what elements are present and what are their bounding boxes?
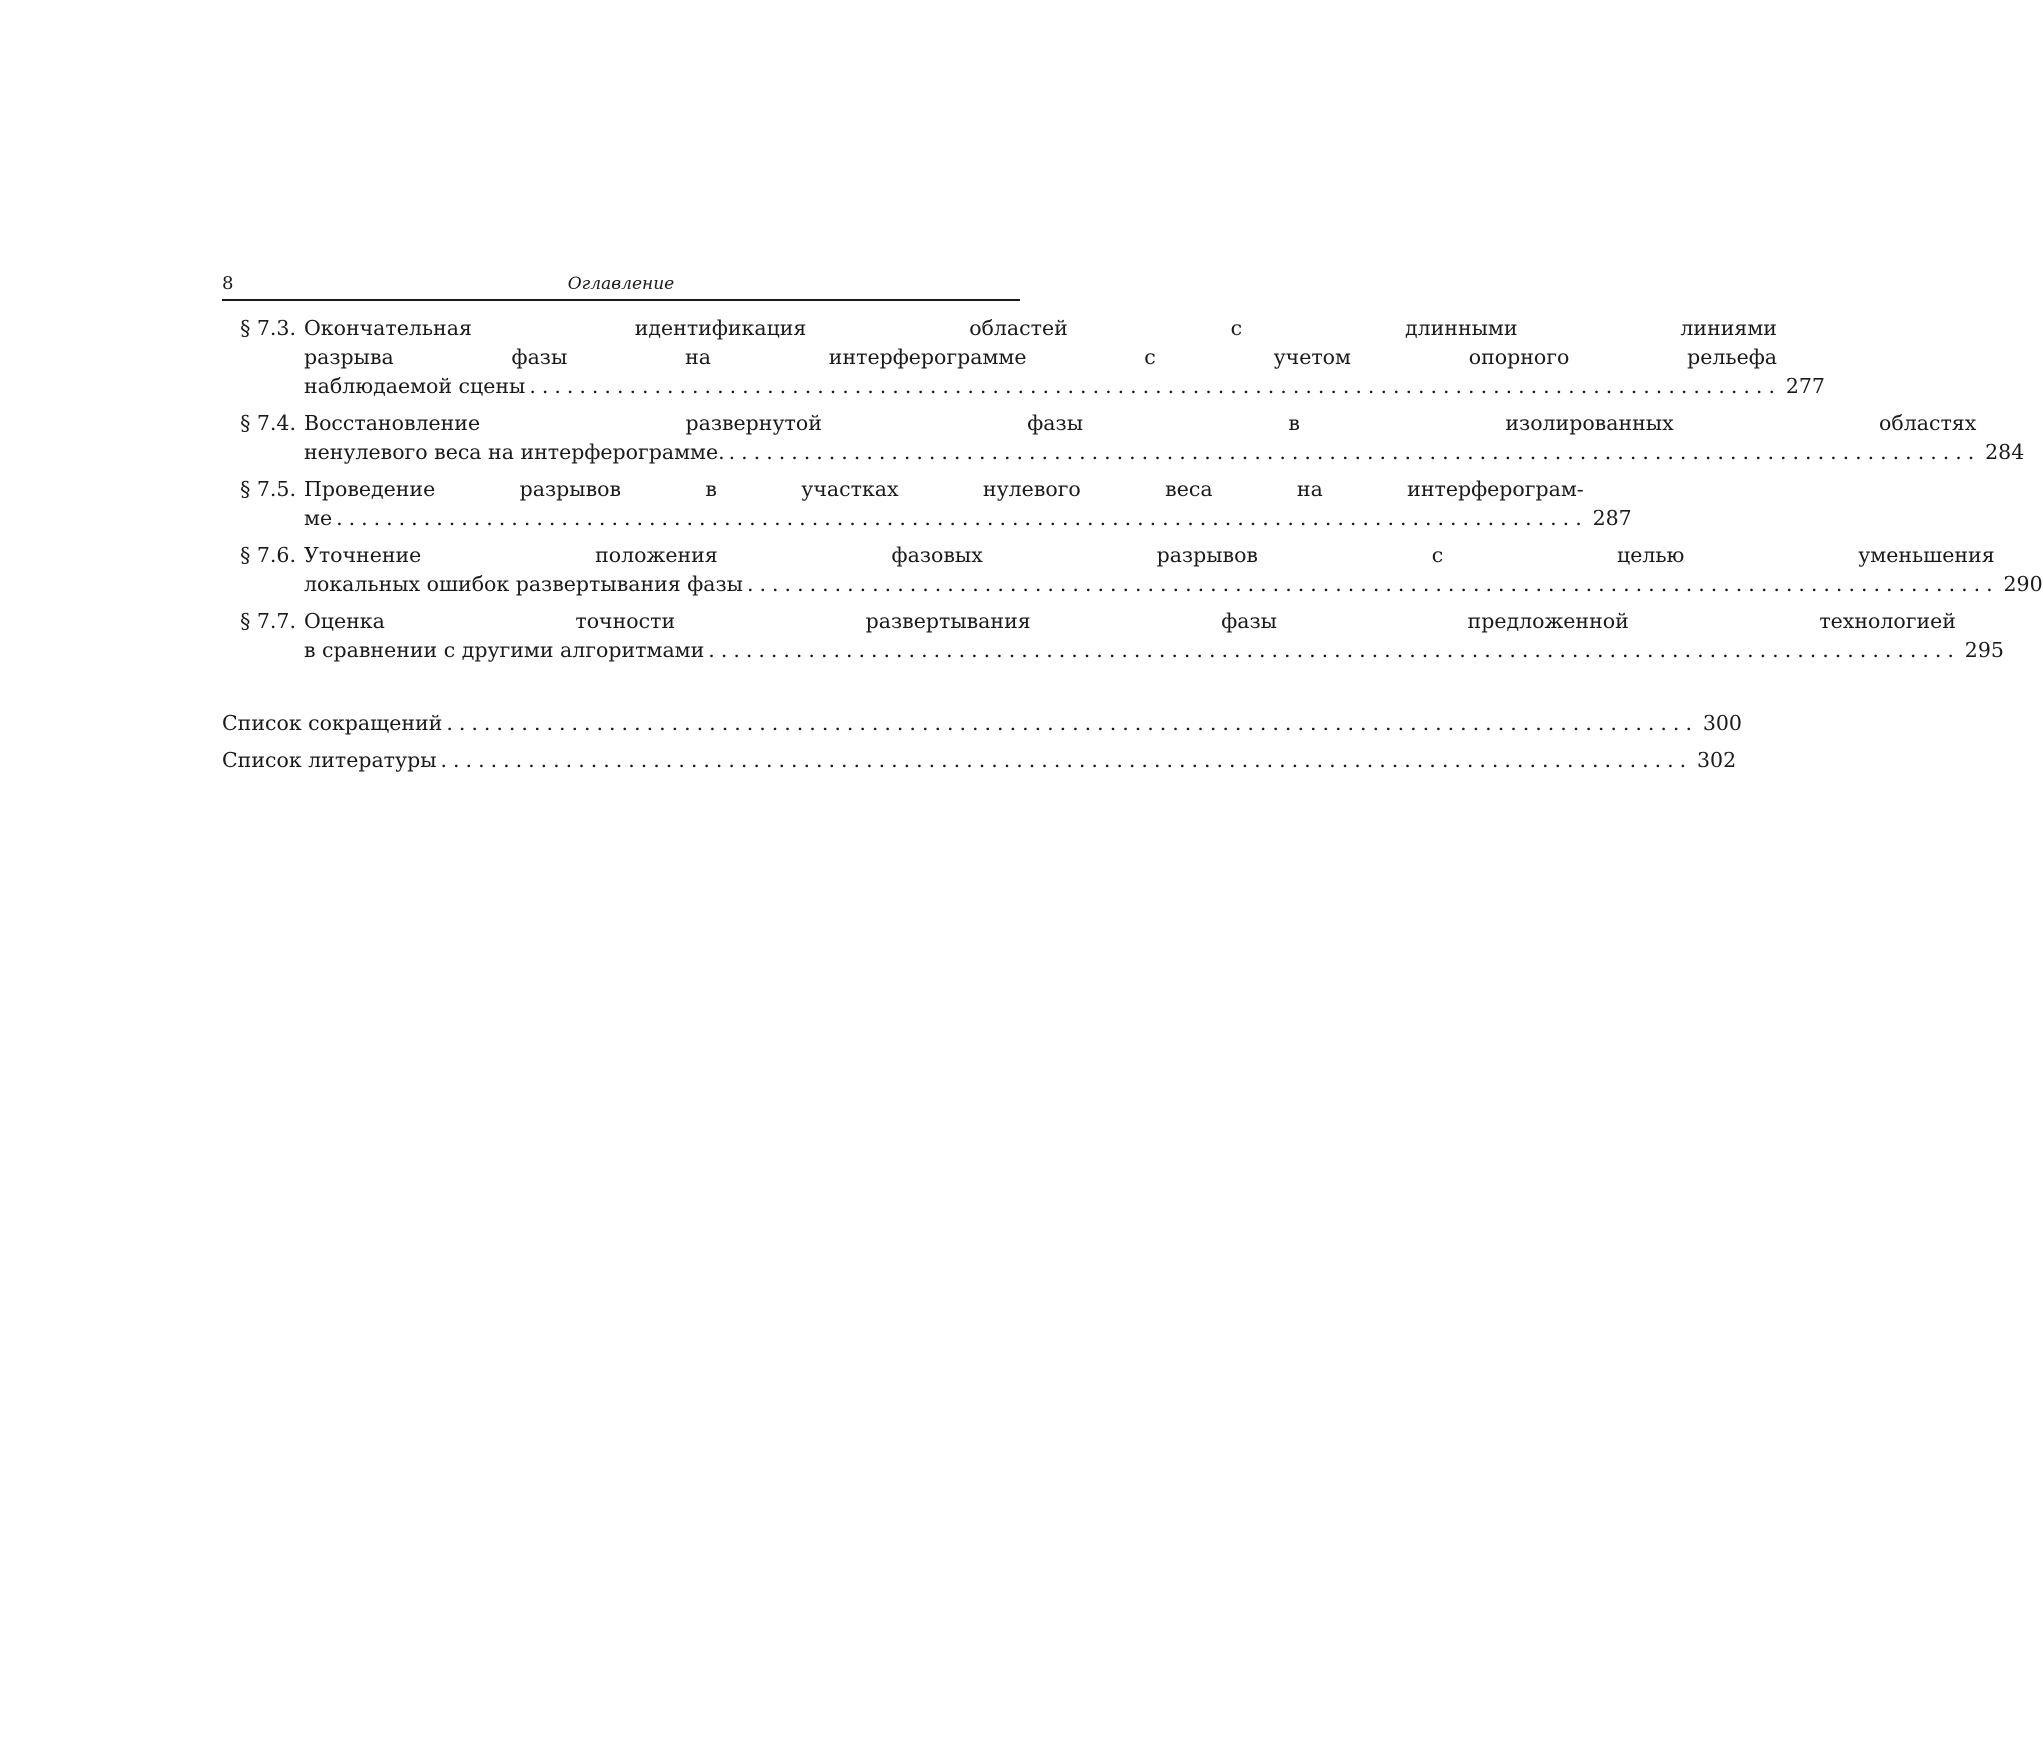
entry-title-line: ме [304, 506, 333, 530]
toc-entry-7-3[interactable] [222, 314, 1825, 401]
entry-title: Список сокращений [222, 711, 443, 735]
entry-title-line: разрыва фазы на интерферограмме с учетом опорного рельефа [304, 345, 1777, 369]
dot-leaders: .................................................................................................... [708, 638, 1960, 662]
table-of-contents [222, 314, 2043, 783]
page-header [222, 271, 1020, 301]
entry-title-line: в сравнении с другими алгоритмами [304, 638, 705, 662]
page-ref[interactable]: 277 [1785, 374, 1825, 398]
toc-entry-references[interactable] [222, 746, 1737, 775]
entry-title-line: Окончательная идентификация областей с длинными линиями [304, 316, 1777, 340]
page-ref[interactable]: 295 [1964, 638, 2004, 662]
toc-entry-7-4[interactable] [222, 409, 2025, 467]
dot-leaders: .................................................................................................... [440, 748, 1693, 772]
page-ref[interactable]: 284 [1985, 440, 2025, 464]
entry-title-line: Восстановление развернутой фазы в изолированных областях [304, 411, 1977, 435]
section-gap [222, 673, 1020, 709]
page-ref[interactable]: 300 [1702, 711, 1742, 735]
entry-title-line: Оценка точности развертывания фазы предложенной технологией [304, 609, 1956, 633]
section-number: § 7.5. [240, 477, 296, 501]
section-number: § 7.3. [240, 316, 296, 340]
dot-leaders: .................................................................................................... [446, 711, 1698, 735]
entry-title: Список литературы [222, 748, 437, 772]
entry-title-line: наблюдаемой сцены [304, 374, 526, 398]
toc-entry-7-7[interactable] [222, 607, 2004, 665]
page-ref[interactable]: 302 [1697, 748, 1737, 772]
dot-leaders: .................................................................................................... [747, 572, 1999, 596]
dot-leaders: .................................................................................................... [336, 506, 1588, 530]
entry-title-line: Уточнение положения фазовых разрывов с целью уменьшения [304, 543, 1995, 567]
toc-entry-abbreviations[interactable] [222, 709, 1742, 738]
page-ref[interactable]: 290 [2003, 572, 2043, 596]
section-number: § 7.7. [240, 609, 296, 633]
entry-title-line: локальных ошибок развертывания фазы [304, 572, 743, 596]
entry-title-line: Проведение разрывов в участках нулевого веса на интерферограм- [304, 477, 1584, 501]
toc-entry-7-6[interactable] [222, 541, 2043, 599]
section-number: § 7.4. [240, 411, 296, 435]
dot-leaders: .................................................................................................... [529, 374, 1781, 398]
toc-entry-7-5[interactable] [222, 475, 1632, 533]
section-number: § 7.6. [240, 543, 296, 567]
page-ref[interactable]: 287 [1592, 506, 1632, 530]
dot-leaders: .................................................................................................... [728, 440, 1981, 464]
page-number: 8 [222, 273, 234, 294]
running-title: Оглавление [567, 274, 675, 294]
entry-title-line: ненулевого веса на интерферограмме. [304, 440, 725, 464]
